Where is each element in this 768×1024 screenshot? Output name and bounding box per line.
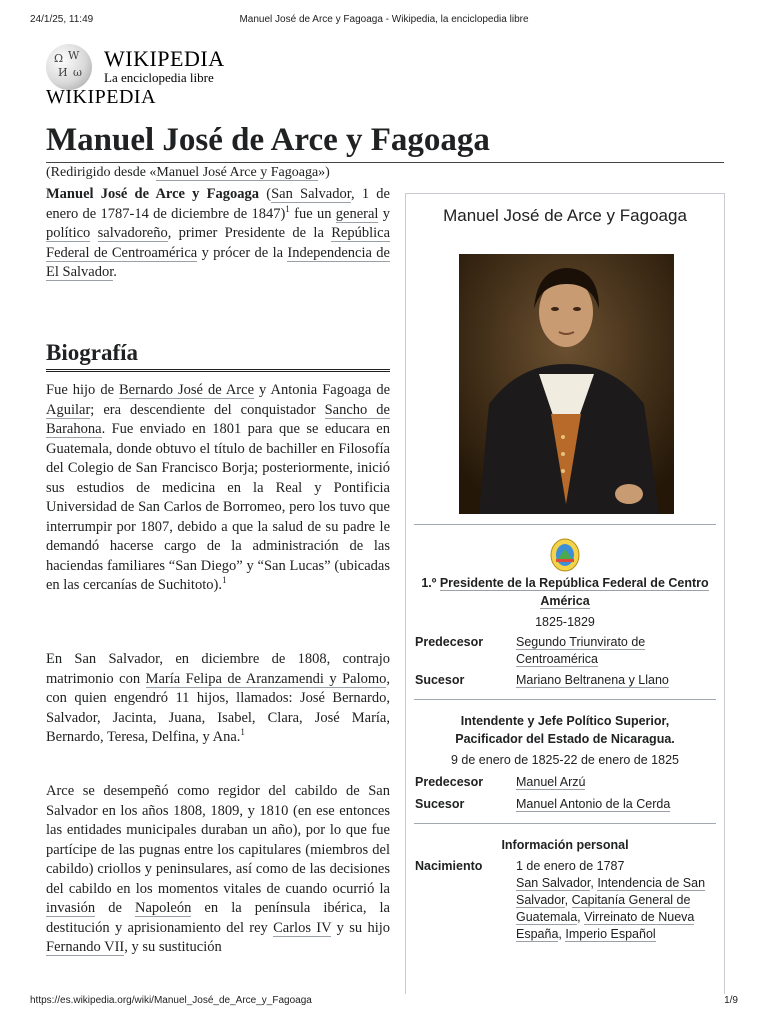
print-url: https://es.wikipedia.org/wiki/Manuel_José_de_Arce_y_Fagoaga xyxy=(30,995,312,1006)
link-segundo-triunvirato[interactable]: Segundo Triunvirato de Centroamérica xyxy=(516,635,646,666)
portrait-illustration xyxy=(459,254,674,514)
link-presidente-republica-federal[interactable]: Presidente de la República Federal de Centro América xyxy=(439,576,709,608)
link-manuel-antonio-de-la-cerda[interactable]: Manuel Antonio de la Cerda xyxy=(516,797,671,811)
office2-successor xyxy=(516,796,716,813)
infobox-title: Manuel José de Arce y Fagoaga xyxy=(443,206,687,225)
office1-title: 1.º Presidente de la República Federal de Centro América xyxy=(421,576,709,608)
infobox xyxy=(405,193,725,994)
link-aguilar[interactable]: Aguilar xyxy=(46,401,91,418)
office1-predecessor xyxy=(516,634,716,668)
ref-1[interactable]: 1 xyxy=(240,727,245,738)
infobox-divider xyxy=(414,823,716,824)
link-politico[interactable]: político xyxy=(46,225,91,241)
biography-paragraph-2: En San Salvador, en diciembre de 1808, contrajo matrimonio con María Felipa de Aranzamendi y Palomo, con quien engendró 11 hijos, llamados: José Bernardo, Salvador, Jacinta, Juana, Isabel, Clara, José María, Bernardo, Teresa, Delfina, y Ana.$^1$ xyxy=(46,651,390,745)
link-carlos-iv[interactable]: Carlos IV xyxy=(273,919,332,936)
wordmark-secondary: WIKIPEDIA xyxy=(46,86,157,108)
section-heading-biografia: Biografía xyxy=(46,337,390,372)
link-manuel-arzu[interactable]: Manuel Arzú xyxy=(516,775,586,789)
infobox-divider xyxy=(414,524,716,525)
link-republica-federal[interactable]: República Federal de Centroamérica xyxy=(46,225,391,261)
coat-of-arms-icon xyxy=(549,537,581,573)
link-bernardo-jose-de-arce[interactable]: Bernardo José de Arce xyxy=(119,382,255,398)
link-san-salvador-birth[interactable]: San Salvador xyxy=(516,876,591,890)
office2-term: 9 de enero de 1825-22 de enero de 1825 xyxy=(451,753,679,767)
wordmark: WIKIPEDIA xyxy=(104,46,225,71)
office1-term: 1825-1829 xyxy=(535,615,595,629)
office1-successor-label: Sucesor xyxy=(415,673,465,687)
link-napoleon[interactable]: Napoleón xyxy=(134,900,192,916)
link-general[interactable]: general xyxy=(335,205,379,222)
link-intendencia-san-salvador[interactable]: Intendencia de San Salvador xyxy=(516,876,706,907)
print-title: Manuel José de Arce y Fagoaga - Wikipedia, la enciclopedia libre xyxy=(239,14,529,25)
tagline: La enciclopedia libre xyxy=(104,70,214,85)
office2-successor-label: Sucesor xyxy=(415,797,465,811)
biography-paragraph-1: Fue hijo de Bernardo José de Arce y Antonia Fagoaga de Aguilar; era descendiente del conquistador Sancho de Barahona. Fue enviado en 1801 para que se educara en Guatemala, donde obtuvo el título de bachiller en Filosofía del Colegio de San Francisco Borja; posteriormente, inició sus estudios de medicina en la Real y Pontificia Universidad de San Carlos de Borromeo, pero los tuvo que interrumpir por 1807, debido a que la salud de su padre le demandó hacerse cargo de la administración de las haciendas familiares “San Diego” y “San Lucas” (ubicadas en las cercanías de Suchitoto).$^1$ xyxy=(46,382,390,593)
ref-1[interactable]: 1 xyxy=(285,203,290,214)
page-number: 1/9 xyxy=(724,995,738,1006)
office2-predecessor-label: Predecesor xyxy=(415,775,484,789)
link-imperio-espanol[interactable]: Imperio Español xyxy=(565,927,656,941)
link-salvadoreno[interactable]: salvadoreño xyxy=(97,225,168,241)
globe-icon: Ω W И ω xyxy=(46,44,92,90)
intro-paragraph: Manuel José de Arce y Fagoaga (San Salvador, 1 de enero de 1787-14 de diciembre de 1847)$^1$ fue un general y político salvadoreño, primer Presidente de la República Federal de Centroamérica y prócer de la Independencia de El Salvador. xyxy=(46,186,391,280)
link-fernando-vii[interactable]: Fernando VII xyxy=(46,939,125,955)
link-independencia[interactable]: Independencia de El Salvador xyxy=(46,244,390,280)
office1-successor xyxy=(516,672,716,689)
link-mariano-beltranena[interactable]: Mariano Beltranena y Llano xyxy=(516,673,669,687)
link-capitania-general[interactable]: Capitanía General de Guatemala xyxy=(516,893,691,924)
print-date: 24/1/25, 11:49 xyxy=(30,14,94,25)
office1-predecessor-label: Predecesor xyxy=(415,635,484,649)
office2-title: Intendente y Jefe Político Superior, Pacificador del Estado de Nicaragua. xyxy=(455,714,675,746)
link-virreinato[interactable]: Virreinato de Nueva España xyxy=(516,910,695,941)
birth-label: Nacimiento xyxy=(415,859,483,873)
personal-info-heading: Información personal xyxy=(501,838,629,852)
biography-paragraph-3: Arce se desempeñó como regidor del cabildo de San Salvador en los años 1808, 1809, y 1810 (en ese entonces las entidades municipales duraban un año), por lo que fue partícipe de las pugnas entre los capitulares (miembros del cabildo) criollos y peninsulares, así como de las decisiones del cabildo en los momentos vitales de cuando ocurrió la invasión de Napoleón en la península ibérica, la destitución y aprisionamiento del rey Carlos IV y su hijo Fernando VII, y su sustitución xyxy=(46,783,390,955)
redirect-link[interactable]: Manuel José Arce y Fagoaga xyxy=(156,165,319,180)
birth-value: 1 de enero de 1787 San Salvador, Intendencia de San Salvador, Capitanía General de Guatemala, Virreinato de Nueva España, Imperio Español xyxy=(516,859,706,941)
ref-1[interactable]: 1 xyxy=(221,575,227,586)
link-invasion[interactable]: invasión xyxy=(46,900,96,916)
link-san-salvador[interactable]: San Salvador xyxy=(271,186,351,202)
redirect-note: (Redirigido desde «Manuel José Arce y Fagoaga») xyxy=(46,165,330,180)
infobox-divider xyxy=(414,699,716,700)
portrait-image[interactable] xyxy=(459,254,674,514)
link-maria-felipa[interactable]: María Felipa de Aranzamendi y Palomo xyxy=(145,670,387,687)
office2-predecessor xyxy=(516,774,716,791)
page-title: Manuel José de Arce y Fagoaga xyxy=(46,118,724,163)
link-sancho-de-barahona[interactable]: Sancho de Barahona xyxy=(46,401,390,437)
